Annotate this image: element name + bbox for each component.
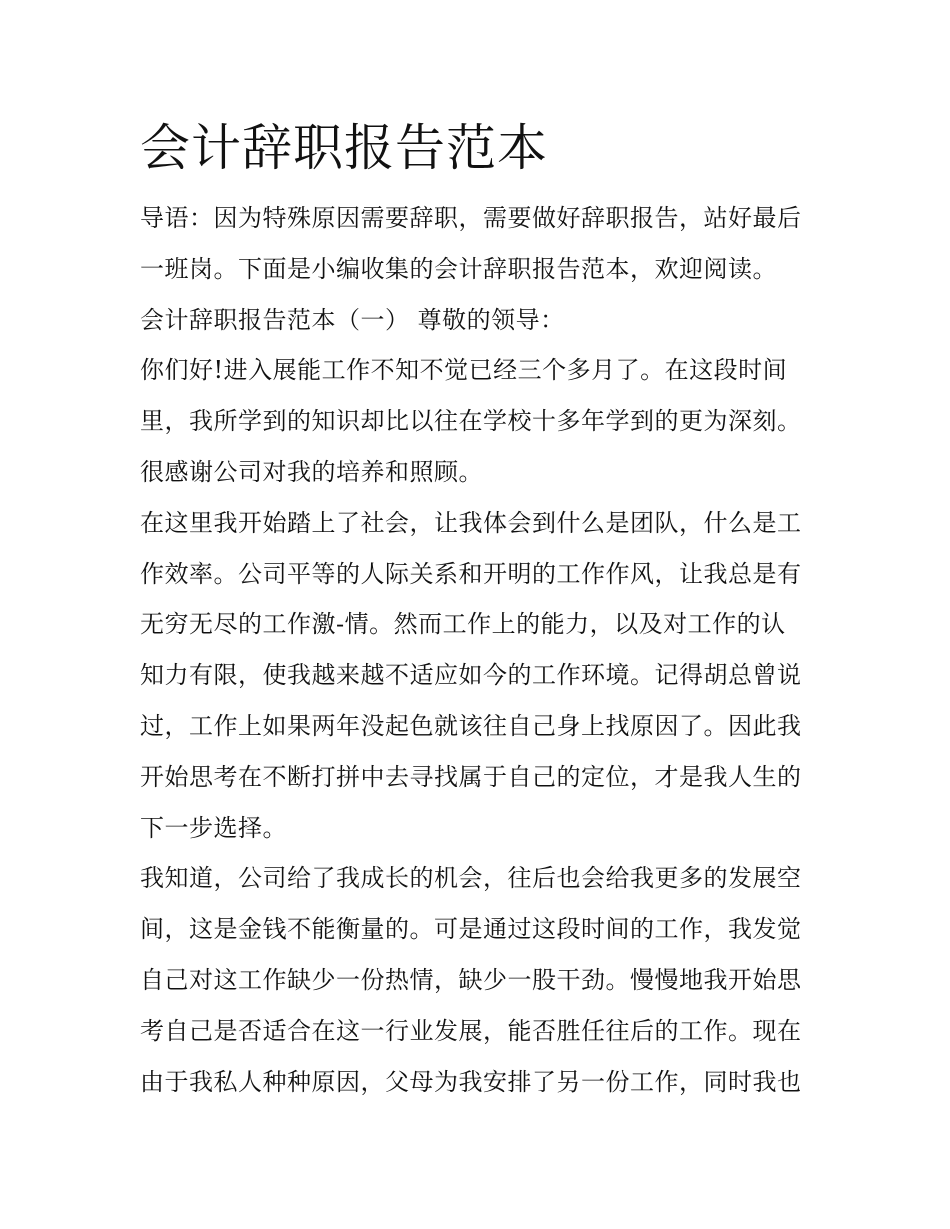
paragraph-2-line-7: 下一步选择。 (140, 813, 287, 842)
paragraph-1-line-3: 很感谢公司对我的培养和照顾。 (140, 457, 483, 486)
paragraph-3-line-1: 我知道，公司给了我成长的机会，往后也会给我更多的发展空 (140, 864, 802, 893)
paragraph-2-line-3: 无穷无尽的工作激-情。然而工作上的能力，以及对工作的认 (140, 610, 786, 639)
paragraph-3-line-5: 由于我私人种种原因，父母为我安排了另一份工作，同时我也 (140, 1067, 802, 1096)
section-heading-line: 会计辞职报告范本（一） 尊敬的领导： (140, 305, 565, 334)
paragraph-2-line-1: 在这里我开始踏上了社会，让我体会到什么是团队，什么是工 (140, 508, 802, 537)
paragraph-2-line-6: 开始思考在不断打拼中去寻找属于自己的定位，才是我人生的 (140, 762, 802, 791)
paragraph-2-line-2: 作效率。公司平等的人际关系和开明的工作作风，让我总是有 (140, 559, 802, 588)
intro-line-1: 导语：因为特殊原因需要辞职，需要做好辞职报告，站好最后 (140, 204, 802, 232)
document-page (140, 108, 830, 1107)
paragraph-3-line-3: 自己对这工作缺少一份热情，缺少一股干劲。慢慢地我开始思 (140, 965, 802, 994)
paragraph-3-line-4: 考自己是否适合在这一行业发展，能否胜任往后的工作。现在 (140, 1016, 802, 1045)
paragraph-2-line-5: 过，工作上如果两年没起色就该往自己身上找原因了。因此我 (140, 711, 802, 740)
paragraph-3-line-2: 间，这是金钱不能衡量的。可是通过这段时间的工作，我发觉 (140, 915, 802, 944)
paragraph-2-line-4: 知力有限，使我越来越不适应如今的工作环境。记得胡总曾说 (140, 661, 802, 690)
intro-line-2: 一班岗。下面是小编收集的会计辞职报告范本，欢迎阅读。 (140, 254, 777, 283)
document-body (140, 193, 830, 1107)
paragraph-1-line-2: 里，我所学到的知识却比以往在学校十多年学到的更为深刻。 (140, 407, 802, 436)
document-title: 会计辞职报告范本 (140, 119, 548, 177)
paragraph-1-line-1: 你们好!进入展能工作不知不觉已经三个多月了。在这段时间 (140, 356, 788, 385)
